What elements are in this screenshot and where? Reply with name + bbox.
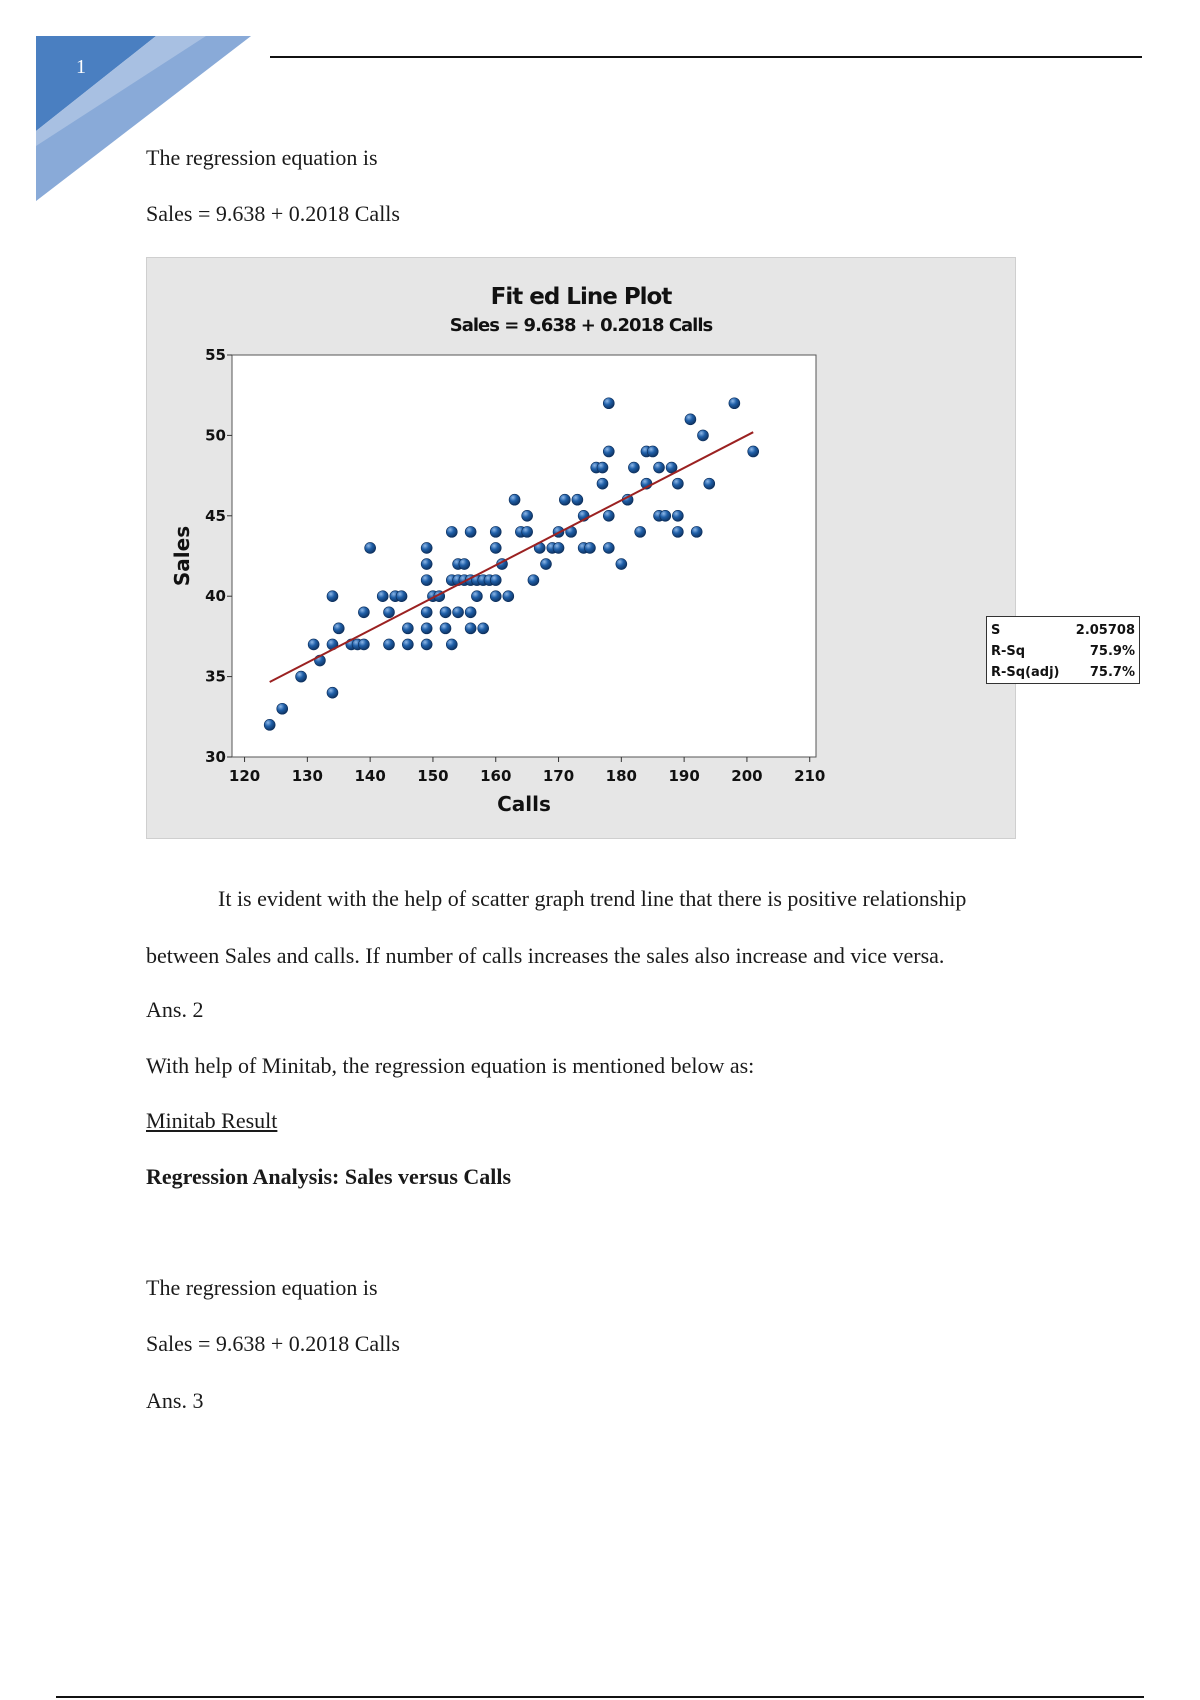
data-point xyxy=(697,430,708,441)
data-point xyxy=(522,526,533,537)
data-point xyxy=(647,446,658,457)
data-point xyxy=(333,623,344,634)
data-point xyxy=(509,494,520,505)
stat-label: S xyxy=(991,623,1001,638)
data-point xyxy=(446,526,457,537)
data-point xyxy=(383,639,394,650)
data-point xyxy=(421,575,432,586)
chart-canvas xyxy=(147,258,1015,838)
data-point xyxy=(490,591,501,602)
data-point xyxy=(584,542,595,553)
y-tick-label: 40 xyxy=(205,587,226,606)
data-point xyxy=(421,607,432,618)
data-point xyxy=(402,623,413,634)
x-tick-label: 170 xyxy=(542,767,575,785)
data-point xyxy=(729,398,740,409)
data-point xyxy=(358,639,369,650)
minitab-intro: With help of Minitab, the regression equation is mentioned below as: xyxy=(146,1053,755,1078)
regression-label-2: The regression equation is xyxy=(146,1275,378,1300)
data-point xyxy=(628,462,639,473)
data-point xyxy=(471,591,482,602)
data-point xyxy=(490,542,501,553)
data-point xyxy=(553,542,564,553)
data-point xyxy=(603,446,614,457)
x-tick-label: 130 xyxy=(291,767,324,785)
data-point xyxy=(603,398,614,409)
data-point xyxy=(704,478,715,489)
y-tick-label: 50 xyxy=(205,426,226,445)
data-point xyxy=(685,414,696,425)
stat-row-s xyxy=(991,620,1135,641)
data-point xyxy=(597,462,608,473)
x-axis-label: Calls xyxy=(497,792,551,816)
data-point xyxy=(490,575,501,586)
data-point xyxy=(603,542,614,553)
data-point xyxy=(446,639,457,650)
data-point xyxy=(421,559,432,570)
data-point xyxy=(503,591,514,602)
stat-label: R-Sq xyxy=(991,644,1026,659)
data-point xyxy=(465,623,476,634)
data-point xyxy=(327,591,338,602)
answer-3-label: Ans. 3 xyxy=(146,1388,204,1413)
regression-equation-2: Sales = 9.638 + 0.2018 Calls xyxy=(146,1331,400,1356)
data-point xyxy=(748,446,759,457)
x-tick-label: 200 xyxy=(731,767,763,785)
data-point xyxy=(654,462,665,473)
corner-decoration xyxy=(36,36,276,201)
header-rule xyxy=(270,56,1142,58)
stat-value: 75.9% xyxy=(1089,644,1135,659)
data-point xyxy=(672,526,683,537)
data-point xyxy=(396,591,407,602)
stat-row-rsq-adj xyxy=(991,662,1135,683)
data-point xyxy=(327,687,338,698)
x-tick-label: 150 xyxy=(417,767,449,785)
y-tick-label: 55 xyxy=(205,346,226,364)
data-point xyxy=(616,559,627,570)
data-point xyxy=(691,526,702,537)
data-point xyxy=(603,510,614,521)
data-point xyxy=(383,607,394,618)
plot-area xyxy=(232,355,816,757)
data-point xyxy=(358,607,369,618)
regression-analysis-heading: Regression Analysis: Sales versus Calls xyxy=(146,1164,512,1189)
data-point xyxy=(377,591,388,602)
paragraph-line-1: It is evident with the help of scatter graph trend line that there is positive relationship xyxy=(218,886,967,911)
data-point xyxy=(459,559,470,570)
fitted-line-plot xyxy=(146,257,1135,839)
data-point xyxy=(277,703,288,714)
data-point xyxy=(572,494,583,505)
data-point xyxy=(421,623,432,634)
stat-label: R-Sq(adj) xyxy=(991,665,1060,680)
data-point xyxy=(660,510,671,521)
data-point xyxy=(465,607,476,618)
data-point xyxy=(540,559,551,570)
x-tick-label: 190 xyxy=(668,767,700,785)
data-point xyxy=(421,639,432,650)
data-point xyxy=(421,542,432,553)
data-point xyxy=(559,494,570,505)
x-tick-label: 120 xyxy=(228,767,261,785)
data-point xyxy=(672,478,683,489)
data-point xyxy=(440,623,451,634)
data-point xyxy=(264,719,275,730)
x-tick-label: 160 xyxy=(480,767,512,785)
answer-2-label: Ans. 2 xyxy=(146,997,204,1022)
paragraph-line-2: between Sales and calls. If number of calls increases the sales also increase and vice versa. xyxy=(146,943,945,968)
data-point xyxy=(597,478,608,489)
stat-value: 2.05708 xyxy=(1075,623,1135,638)
y-axis-label: Sales xyxy=(170,525,194,587)
data-point xyxy=(453,607,464,618)
page-number: 1 xyxy=(76,56,86,78)
data-point xyxy=(365,542,376,553)
chart-subtitle: Sales = 9.638 + 0.2018 Calls xyxy=(449,315,713,336)
y-tick-label: 45 xyxy=(205,506,226,525)
footer-rule xyxy=(56,1696,1144,1698)
data-point xyxy=(402,639,413,650)
data-point xyxy=(478,623,489,634)
data-point xyxy=(296,671,307,682)
regression-equation: Sales = 9.638 + 0.2018 Calls xyxy=(146,201,400,226)
data-point xyxy=(528,575,539,586)
y-tick-label: 30 xyxy=(205,748,226,766)
regression-label: The regression equation is xyxy=(146,145,378,170)
data-point xyxy=(635,526,646,537)
stat-value: 75.7% xyxy=(1089,665,1135,680)
stats-box xyxy=(986,616,1140,684)
data-point xyxy=(440,607,451,618)
x-tick-label: 180 xyxy=(605,767,637,785)
x-tick-label: 140 xyxy=(354,767,386,785)
y-tick-label: 35 xyxy=(205,667,226,686)
minitab-result-heading: Minitab Result xyxy=(146,1108,278,1133)
chart-title: Fit ed Line Plot xyxy=(490,284,672,310)
data-point xyxy=(522,510,533,521)
x-tick-label: 210 xyxy=(794,767,826,785)
stat-row-rsq xyxy=(991,641,1135,662)
data-point xyxy=(672,510,683,521)
data-point xyxy=(465,526,476,537)
data-point xyxy=(490,526,501,537)
data-point xyxy=(308,639,319,650)
